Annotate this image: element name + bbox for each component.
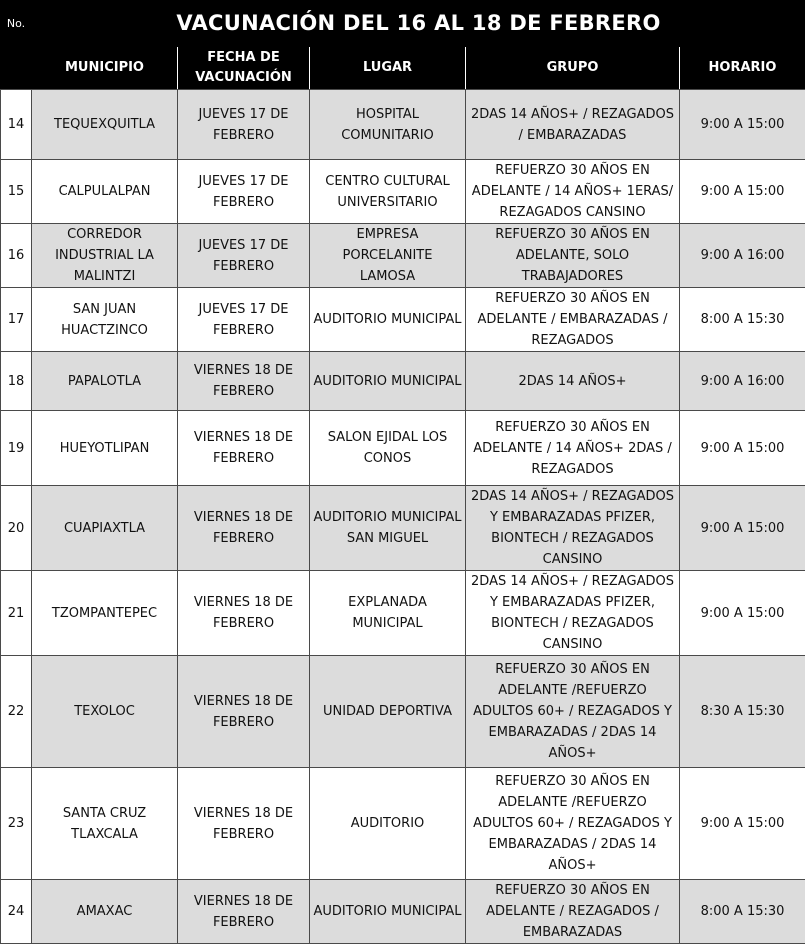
row-fecha: JUEVES 17 DE FEBRERO xyxy=(178,224,310,288)
row-grupo: REFUERZO 30 AÑOS EN ADELANTE / 14 AÑOS+ 1ERAS/ REZAGADOS CANSINO xyxy=(466,160,680,224)
row-municipio: TEQUEXQUITLA xyxy=(32,90,178,160)
table-row xyxy=(1,288,805,352)
row-grupo: 2DAS 14 AÑOS+ / REZAGADOS / EMBARAZADAS xyxy=(466,90,680,160)
row-municipio: SAN JUAN HUACTZINCO xyxy=(32,288,178,352)
row-number: 21 xyxy=(1,571,32,656)
row-grupo: REFUERZO 30 AÑOS EN ADELANTE, SOLO TRABAJADORES xyxy=(466,224,680,288)
header-horario: HORARIO xyxy=(680,47,805,90)
table-row xyxy=(1,486,805,571)
table-row xyxy=(1,880,805,944)
row-horario: 8:30 A 15:30 xyxy=(680,656,805,768)
header-grupo: GRUPO xyxy=(466,47,680,90)
row-horario: 9:00 A 15:00 xyxy=(680,160,805,224)
row-horario: 8:00 A 15:30 xyxy=(680,880,805,944)
row-municipio: SANTA CRUZ TLAXCALA xyxy=(32,768,178,880)
row-municipio: AMAXAC xyxy=(32,880,178,944)
row-lugar: AUDITORIO xyxy=(310,768,466,880)
row-fecha: JUEVES 17 DE FEBRERO xyxy=(178,160,310,224)
row-grupo: 2DAS 14 AÑOS+ xyxy=(466,352,680,411)
table-row xyxy=(1,160,805,224)
row-lugar: HOSPITAL COMUNITARIO xyxy=(310,90,466,160)
table-row xyxy=(1,90,805,160)
table-row xyxy=(1,571,805,656)
table-row xyxy=(1,768,805,880)
row-number: 24 xyxy=(1,880,32,944)
row-grupo: REFUERZO 30 AÑOS EN ADELANTE /REFUERZO ADULTOS 60+ / REZAGADOS Y EMBARAZADAS / 2DAS 14 AÑOS+ xyxy=(466,656,680,768)
row-lugar: UNIDAD DEPORTIVA xyxy=(310,656,466,768)
page-title: VACUNACIÓN DEL 16 AL 18 DE FEBRERO xyxy=(32,1,805,47)
row-number: 23 xyxy=(1,768,32,880)
row-grupo: 2DAS 14 AÑOS+ / REZAGADOS Y EMBARAZADAS PFIZER, BIONTECH / REZAGADOS CANSINO xyxy=(466,571,680,656)
row-lugar: AUDITORIO MUNICIPAL xyxy=(310,288,466,352)
row-municipio: PAPALOTLA xyxy=(32,352,178,411)
row-municipio: TZOMPANTEPEC xyxy=(32,571,178,656)
row-lugar: AUDITORIO MUNICIPAL xyxy=(310,352,466,411)
row-horario: 9:00 A 15:00 xyxy=(680,486,805,571)
row-fecha: VIERNES 18 DE FEBRERO xyxy=(178,768,310,880)
row-grupo: REFUERZO 30 AÑOS EN ADELANTE / REZAGADOS / EMBARAZADAS xyxy=(466,880,680,944)
row-horario: 8:00 A 15:30 xyxy=(680,288,805,352)
header-lugar: LUGAR xyxy=(310,47,466,90)
row-lugar: SALON EJIDAL LOS CONOS xyxy=(310,411,466,486)
row-number: 22 xyxy=(1,656,32,768)
table-body xyxy=(1,90,805,944)
row-fecha: VIERNES 18 DE FEBRERO xyxy=(178,486,310,571)
row-horario: 9:00 A 15:00 xyxy=(680,90,805,160)
no-column-header: No. xyxy=(1,1,32,47)
row-fecha: JUEVES 17 DE FEBRERO xyxy=(178,90,310,160)
row-fecha: JUEVES 17 DE FEBRERO xyxy=(178,288,310,352)
row-horario: 9:00 A 15:00 xyxy=(680,571,805,656)
row-number: 15 xyxy=(1,160,32,224)
header-municipio: MUNICIPIO xyxy=(32,47,178,90)
row-fecha: VIERNES 18 DE FEBRERO xyxy=(178,880,310,944)
row-horario: 9:00 A 15:00 xyxy=(680,411,805,486)
row-horario: 9:00 A 16:00 xyxy=(680,352,805,411)
row-lugar: EXPLANADA MUNICIPAL xyxy=(310,571,466,656)
table-row xyxy=(1,411,805,486)
row-lugar: AUDITORIO MUNICIPAL xyxy=(310,880,466,944)
row-municipio: CUAPIAXTLA xyxy=(32,486,178,571)
row-number: 18 xyxy=(1,352,32,411)
row-number: 20 xyxy=(1,486,32,571)
row-municipio: TEXOLOC xyxy=(32,656,178,768)
header-fecha: FECHA DE VACUNACIÓN xyxy=(178,47,310,90)
table-row xyxy=(1,656,805,768)
row-lugar: AUDITORIO MUNICIPAL SAN MIGUEL xyxy=(310,486,466,571)
row-horario: 9:00 A 15:00 xyxy=(680,768,805,880)
row-municipio: CALPULALPAN xyxy=(32,160,178,224)
row-municipio: CORREDOR INDUSTRIAL LA MALINTZI xyxy=(32,224,178,288)
row-municipio: HUEYOTLIPAN xyxy=(32,411,178,486)
row-fecha: VIERNES 18 DE FEBRERO xyxy=(178,352,310,411)
row-grupo: REFUERZO 30 AÑOS EN ADELANTE / 14 AÑOS+ 2DAS / REZAGADOS xyxy=(466,411,680,486)
row-lugar: CENTRO CULTURAL UNIVERSITARIO xyxy=(310,160,466,224)
row-fecha: VIERNES 18 DE FEBRERO xyxy=(178,656,310,768)
row-grupo: REFUERZO 30 AÑOS EN ADELANTE /REFUERZO ADULTOS 60+ / REZAGADOS Y EMBARAZADAS / 2DAS 14 AÑOS+ xyxy=(466,768,680,880)
table-row xyxy=(1,352,805,411)
table-row xyxy=(1,224,805,288)
row-horario: 9:00 A 16:00 xyxy=(680,224,805,288)
row-fecha: VIERNES 18 DE FEBRERO xyxy=(178,571,310,656)
row-number: 16 xyxy=(1,224,32,288)
row-number: 17 xyxy=(1,288,32,352)
row-lugar: EMPRESA PORCELANITE LAMOSA xyxy=(310,224,466,288)
row-grupo: 2DAS 14 AÑOS+ / REZAGADOS Y EMBARAZADAS PFIZER, BIONTECH / REZAGADOS CANSINO xyxy=(466,486,680,571)
header-no-spacer xyxy=(1,47,32,90)
row-number: 14 xyxy=(1,90,32,160)
row-number: 19 xyxy=(1,411,32,486)
row-grupo: REFUERZO 30 AÑOS EN ADELANTE / EMBARAZADAS / REZAGADOS xyxy=(466,288,680,352)
row-fecha: VIERNES 18 DE FEBRERO xyxy=(178,411,310,486)
